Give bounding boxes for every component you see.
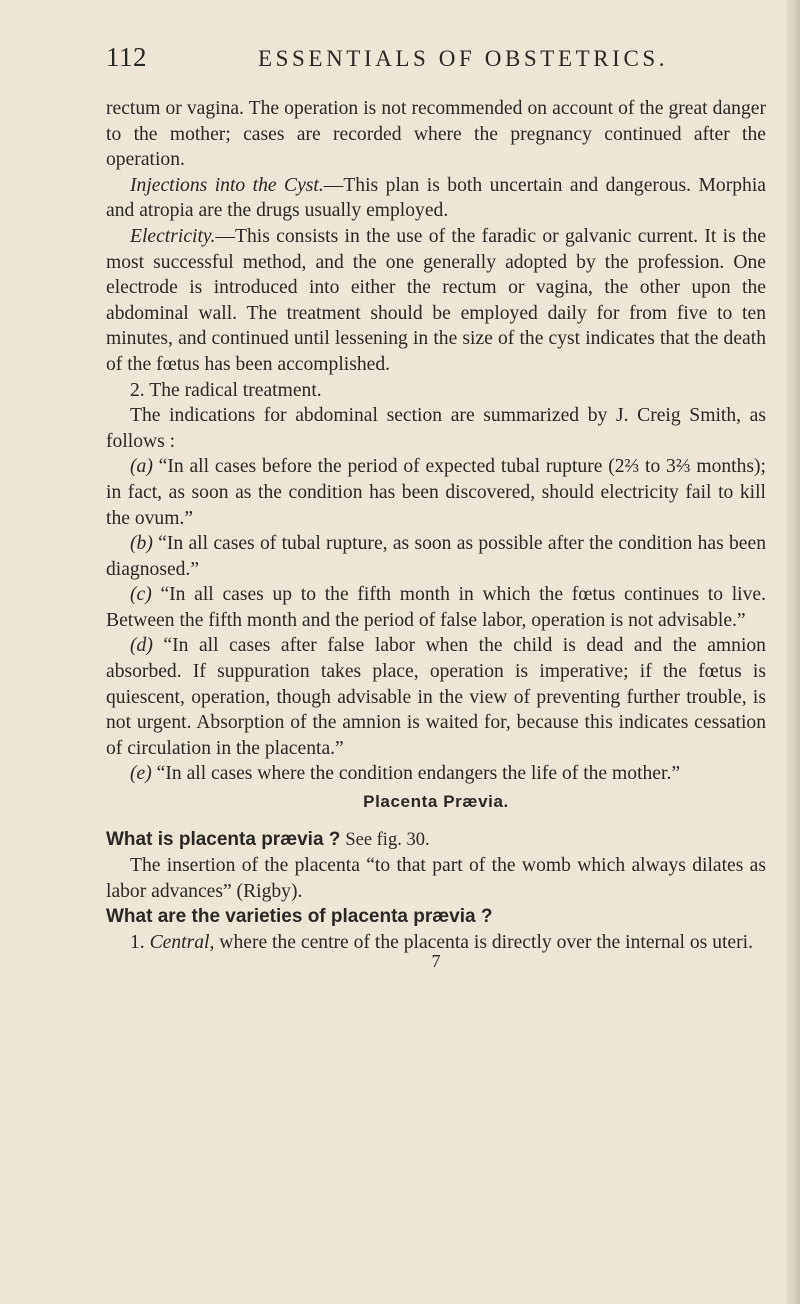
injections-text: —This plan is both uncertain and dangerous. Morphia and atropia are the drugs usually employed. — [106, 174, 766, 222]
paragraph-injections — [106, 173, 766, 224]
question-varieties — [106, 904, 766, 930]
item-b-text: “In all cases of tubal rupture, as soon as possible after the condition has been diagnosed.” — [106, 533, 766, 580]
question-2: What are the varieties of placenta prævia ? — [106, 906, 493, 928]
question-definition — [106, 827, 766, 854]
item-a-text: “In all cases before the period of expected tubal rupture (2⅔ to 3⅔ months); in fact, as soon as the condition has been discovered, should electricity fail to kill the ovum.” — [106, 456, 766, 529]
indication-item-d — [106, 633, 766, 761]
central-term: Central, — [149, 932, 215, 953]
item-c-label: (c) — [130, 584, 152, 606]
paragraph-electricity — [106, 224, 766, 378]
paragraph-continuation: rectum or vagina. The operation is not recommended on account of the great danger to the mother; cases are recorded where the pregnancy continued after the operation. — [106, 98, 766, 171]
item-c-text: “In all cases up to the fifth month in which the fœtus continues to live. Between the fifth month and the period of false labor, operation is not advisable.” — [106, 584, 766, 631]
answer-number: 1. — [130, 932, 145, 953]
indication-item-c — [106, 582, 766, 633]
signature-mark: 7 — [431, 950, 441, 971]
question-1: What is placenta prævia ? — [106, 828, 341, 850]
page-number: 112 — [106, 42, 147, 72]
central-text: where the centre of the placenta is directly over the internal os uteri. — [219, 932, 753, 953]
page-body — [106, 96, 766, 971]
answer-definition: The insertion of the placenta “to that part of the womb which always dilates as labor advances” (Rigby). — [106, 855, 766, 902]
paragraph-radical-treatment: 2. The radical treatment. — [130, 379, 322, 401]
section-title: Placenta Prævia. — [363, 792, 509, 812]
electricity-heading: Electricity. — [130, 225, 216, 247]
item-d-text: “In all cases after false labor when the child is dead and the amnion absorbed. If suppuration takes place, operation is imperative; if the fœtus is quiescent, operation, though advisable in the view of preventing further trouble, is not urgent. Absorption of the amnion is waited for, because this indicates cessation of circulation in the placenta.” — [106, 635, 766, 759]
item-e-label: (e) — [130, 763, 152, 785]
indication-item-e — [106, 761, 766, 787]
item-b-label: (b) — [130, 533, 153, 555]
running-title: ESSENTIALS OF OBSTETRICS. — [258, 46, 669, 71]
item-a-label: (a) — [130, 456, 153, 478]
electricity-text: —This consists in the use of the faradic or galvanic current. It is the most successful method, and the one generally adopted by the profession. One electrode is introduced into either the rectum or vagina, the other upon the abdominal wall. The treatment should be employed daily for from five to ten minutes, and continued until lessening in the size of the cyst indicates that the death of the fœtus has been accomplished. — [106, 225, 766, 375]
figure-reference: See fig. 30. — [345, 829, 430, 850]
page-edge — [786, 0, 800, 1304]
injections-heading: Injections into the Cyst. — [130, 174, 324, 196]
page-header — [106, 42, 766, 82]
indication-item-a — [106, 454, 766, 531]
item-d-label: (d) — [130, 635, 153, 657]
item-e-text: “In all cases where the condition endangers the life of the mother.” — [156, 763, 681, 785]
indication-item-b — [106, 531, 766, 582]
paragraph-indications: The indications for abdominal section are summarized by J. Creig Smith, as follows : — [106, 405, 766, 452]
